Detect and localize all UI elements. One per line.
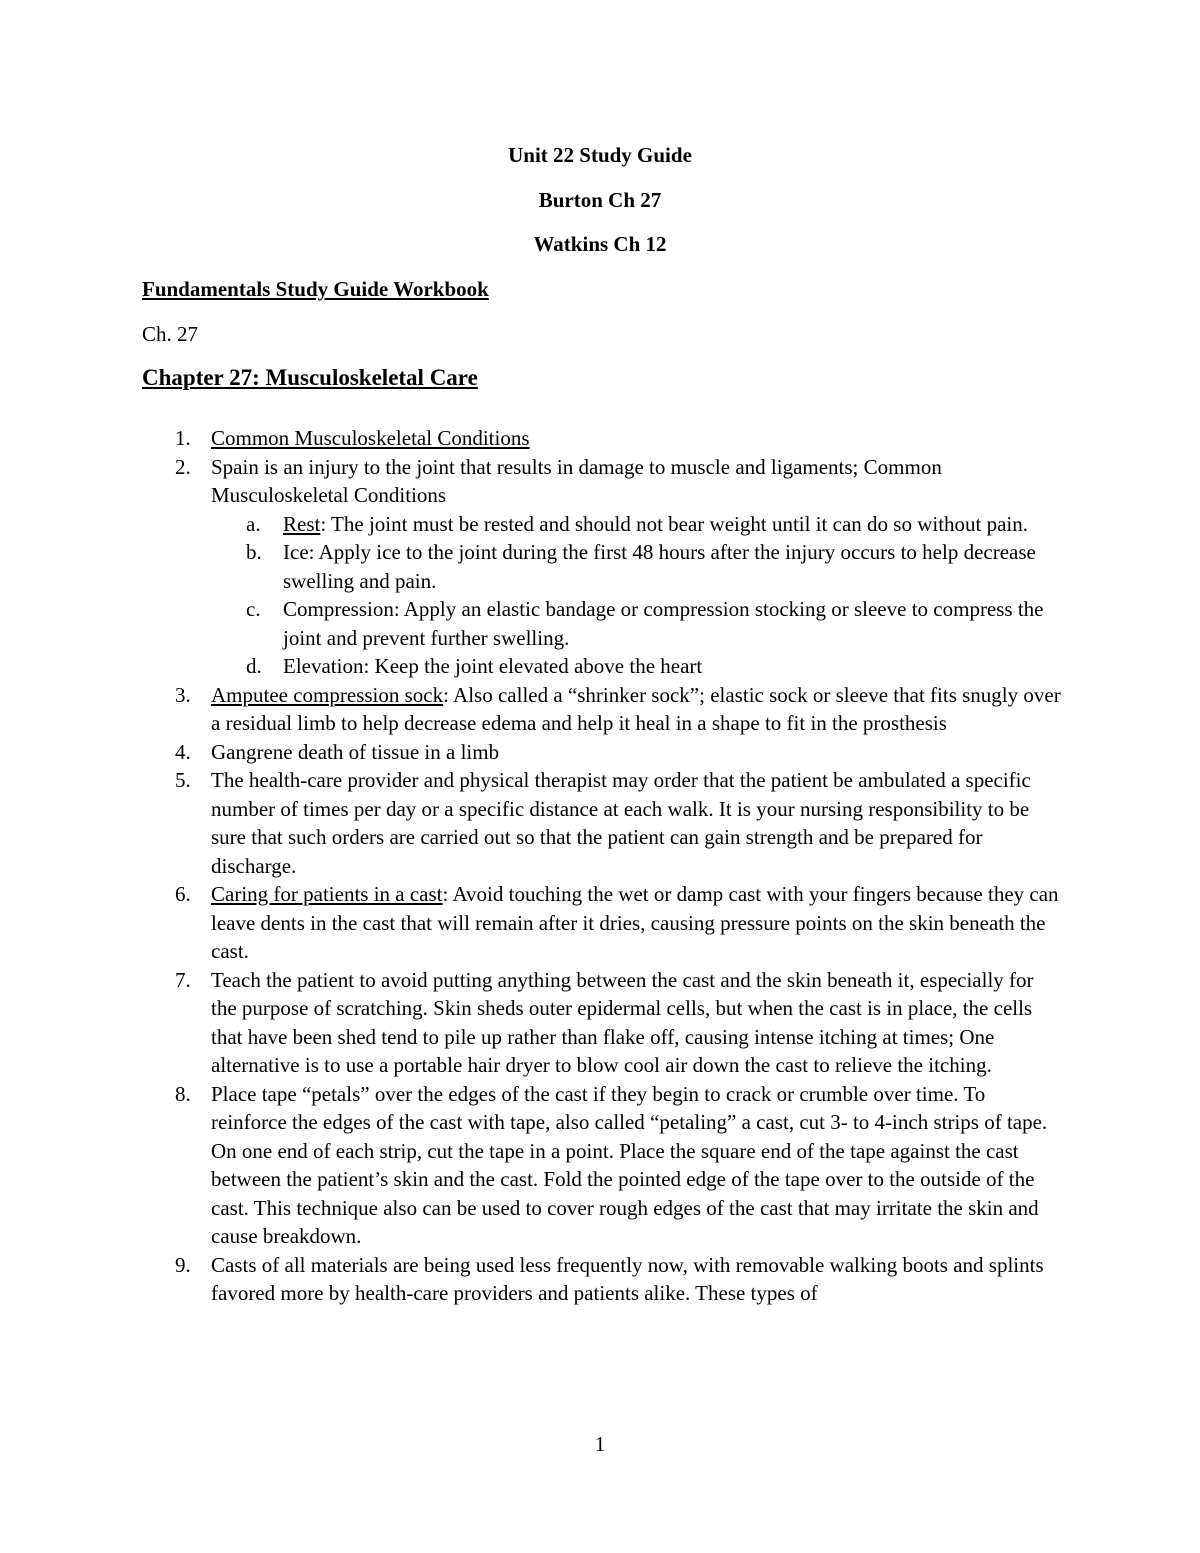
sub-list-item-letter: a. [246, 511, 261, 536]
sub-list-item-letter: b. [246, 540, 262, 564]
list-item [0, 1251, 1061, 1308]
sub-list-item [0, 538, 1063, 595]
sub-list [0, 510, 1061, 681]
sub-list-item-letter: c. [246, 597, 261, 621]
list-item-term: Caring for patients in a cast [211, 882, 443, 906]
list-item [0, 880, 1061, 966]
sub-list-item-text: Ice: Apply ice to the joint during the first 48 hours after the injury occurs to help decrease swelling and pain. [283, 540, 1036, 593]
sub-list-item-letter: d. [246, 654, 262, 678]
list-item-number: 1. [175, 426, 191, 450]
list-item-text: Spain is an injury to the joint that results in damage to muscle and ligaments; Common Musculoskeletal Conditions [211, 454, 942, 507]
workbook-heading: Fundamentals Study Guide Workbook [142, 277, 489, 301]
list-item-text: Casts of all materials are being used less frequently now, with removable walking boots and splints favored more by health-care providers and patients alike. These types of [211, 1252, 1044, 1305]
list-item [0, 766, 1061, 880]
list-item-number: 6. [175, 882, 191, 906]
list-item-number: 5. [175, 768, 191, 792]
list-item [0, 681, 1061, 738]
list-item-number: 8. [175, 1081, 191, 1106]
list-item [0, 1080, 1061, 1251]
list-item-term: Amputee compression sock [211, 682, 444, 707]
sub-list-item-text: Compression: Apply an elastic bandage or compression stocking or sleeve to compress the joint and prevent further swelling. [283, 597, 1044, 650]
sub-list-item [0, 652, 1063, 681]
chapter-heading: Chapter 27: Musculoskeletal Care [142, 365, 478, 390]
list-item-number: 4. [175, 739, 191, 764]
list-item [0, 966, 1061, 1080]
document-title: Unit 22 Study Guide [508, 143, 692, 167]
list-item-text: Place tape “petals” over the edges of the cast if they begin to crack or crumble over time. To reinforce the edges of the cast with tape, also called “petaling” a cast, cut 3- to 4-inch strips of tape. On one end of each strip, cut the tape in a point. Place the square end of the tape against the cast between the patient’s skin and the cast. Fold the pointed edge of the tape over to the outside of the cast. This technique also can be used to cover rough edges of the cast that may irritate the skin and cause breakdown. [211, 1081, 1048, 1248]
list-item [0, 424, 1061, 453]
sub-list-item-term: Rest [283, 511, 321, 536]
list-item-text: The health-care provider and physical therapist may order that the patient be ambulated a specific number of times per day or a specific distance at each walk. It is your nursing responsibility to be sure that such orders are carried out so that the patient can gain strength and be prepared for discharge. [211, 768, 1031, 878]
reference-watkins: Watkins Ch 12 [533, 232, 667, 256]
sub-list-item-text: Elevation: Keep the joint elevated above the heart [283, 654, 703, 678]
list-item-term: Common Musculoskeletal Conditions [211, 426, 530, 450]
numbered-list [0, 424, 1200, 1308]
list-item-text: Gangrene death of tissue in a limb [211, 739, 500, 764]
list-item-text: : Also called a “shrinker sock”; elastic sock or sleeve that fits snugly over a residual limb to help decrease edema and help it heal in a shape to fit in the prosthesis [211, 682, 1061, 735]
list-item-number: 2. [175, 454, 191, 479]
reference-burton: Burton Ch 27 [538, 188, 662, 212]
chapter-reference: Ch. 27 [142, 322, 199, 346]
page-number: 1 [594, 1432, 606, 1456]
list-item [0, 738, 1061, 767]
list-item-number: 9. [175, 1252, 191, 1277]
list-item-text: : Avoid touching the wet or damp cast with your fingers because they can leave dents in the cast that will remain after it dries, causing pressure points on the skin beneath the cast. [211, 882, 1059, 963]
sub-list-item [0, 510, 1063, 539]
list-item-number: 3. [175, 682, 191, 707]
list-item-text: Teach the patient to avoid putting anything between the cast and the skin beneath it, especially for the purpose of scratching. Skin sheds outer epidermal cells, but when the cast is in place, the cells that have been shed tend to pile up rather than flake off, causing intense itching at times; One alternative is to use a portable hair dryer to blow cool air down the cast to relieve the itching. [211, 967, 1034, 1077]
list-item [0, 453, 1061, 510]
list-item-number: 7. [175, 967, 191, 992]
sub-list-item [0, 595, 1063, 652]
sub-list-item-text: : The joint must be rested and should not bear weight until it can do so without pain. [320, 511, 1029, 536]
